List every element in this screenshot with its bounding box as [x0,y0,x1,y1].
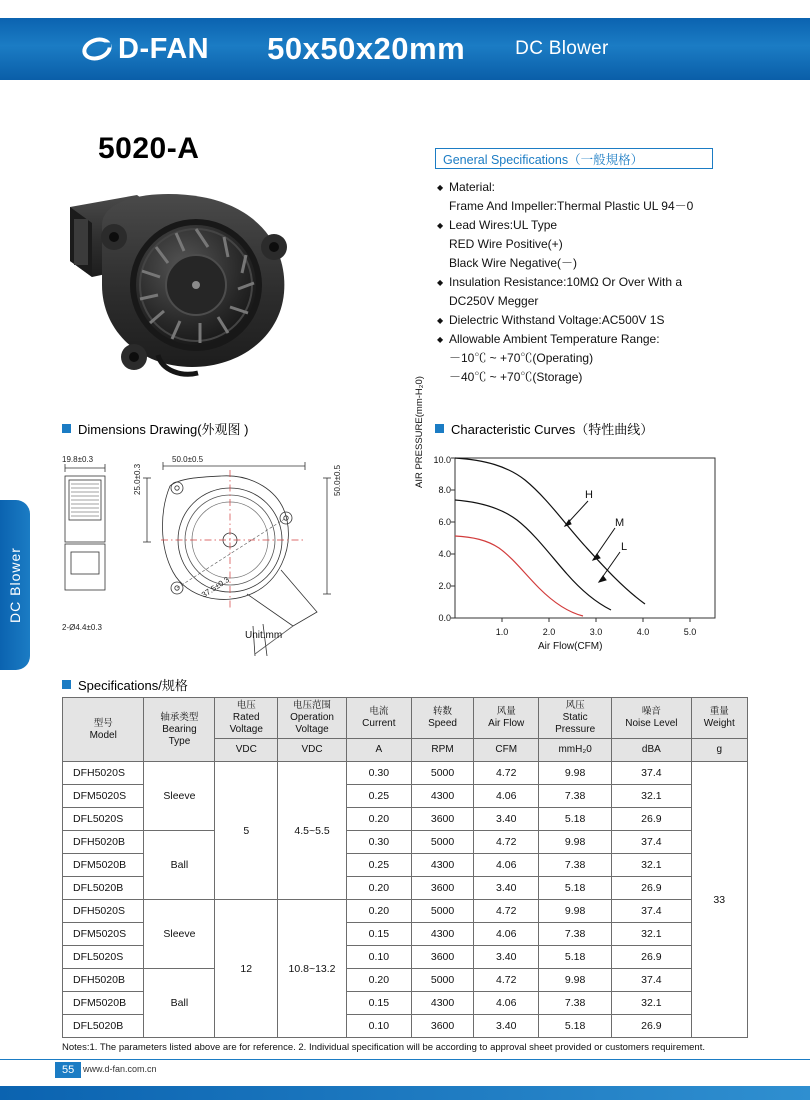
cell-noise: 32.1 [612,992,691,1015]
cell-bearing: Ball [144,969,215,1038]
cell-noise: 32.1 [612,923,691,946]
svg-text:3.0: 3.0 [589,627,603,637]
cell-speed: 4300 [411,923,474,946]
spec-insulation: ◆ Insulation Resistance:10MΩ Or Over With a [437,273,737,292]
cell-bearing: Sleeve [144,900,215,969]
section-heading-specifications [62,675,188,694]
table-header-row [63,698,748,739]
brand-logo [82,33,209,66]
unit-pressure: mmH₂0 [539,739,612,762]
svg-text:2.0: 2.0 [438,581,451,591]
cell-speed: 5000 [411,969,474,992]
section-label-dimensions: Dimensions Drawing(外观图 ) [78,422,249,437]
cell-speed: 3600 [411,946,474,969]
th-noise: 噪音 Noise Level [612,698,691,739]
svg-text:5.0: 5.0 [683,627,697,637]
dim-height-label: 25.0±0.3 [133,463,142,495]
cell-speed: 5000 [411,762,474,785]
product-type: DC Blower [515,38,609,59]
svg-text:2.0: 2.0 [542,627,556,637]
th-static-pressure: 风压 Static Pressure [539,698,612,739]
characteristic-curve-chart [415,448,735,663]
square-bullet-icon [435,424,444,433]
curve-label-m: M [615,517,625,529]
cell-noise: 37.4 [612,969,691,992]
table-row [63,831,748,854]
cell-model: DFL5020S [63,808,144,831]
cell-noise: 32.1 [612,785,691,808]
spec-dielectric: ◆ Dielectric Withstand Voltage:AC500V 1S [437,311,737,330]
product-photo [62,185,322,385]
cell-speed: 5000 [411,900,474,923]
cell-current: 0.20 [346,877,411,900]
cell-model: DFL5020B [63,1015,144,1038]
cell-airflow: 4.06 [474,854,539,877]
cell-airflow: 3.40 [474,946,539,969]
th-weight: 重量 Weight [691,698,747,739]
cell-noise: 26.9 [612,877,691,900]
cell-model: DFM5020S [63,923,144,946]
cell-bearing: Ball [144,831,215,900]
cell-pressure: 7.38 [539,923,612,946]
cell-noise: 37.4 [612,831,691,854]
cell-airflow: 4.06 [474,992,539,1015]
svg-text:4.0: 4.0 [438,549,451,559]
cell-noise: 26.9 [612,946,691,969]
cell-current: 0.25 [346,854,411,877]
dim-width-label: 19.8±0.3 [62,455,94,464]
dimensions-drawing [55,448,395,663]
svg-text:1.0: 1.0 [495,627,509,637]
cell-current: 0.10 [346,1015,411,1038]
spec-temp-storage: －40℃ ~ +70℃(Storage) [449,370,583,384]
page-number: 55 [55,1062,81,1078]
cell-model: DFM5020B [63,992,144,1015]
oval-logo-icon [79,34,114,64]
cell-pressure: 7.38 [539,992,612,1015]
cell-bearing: Sleeve [144,762,215,831]
table-row [63,900,748,923]
cell-airflow: 4.72 [474,831,539,854]
cell-current: 0.30 [346,762,411,785]
square-bullet-icon [62,424,71,433]
th-model: 型号 Model [63,698,144,762]
table-row [63,969,748,992]
svg-text:8.0: 8.0 [438,485,451,495]
spec-temp-operating: －10℃ ~ +70℃(Operating) [449,351,594,365]
unit-operation-voltage: VDC [278,739,347,762]
dim-length-label: 50.0±0.5 [172,455,204,464]
cell-airflow: 3.40 [474,877,539,900]
cell-pressure: 7.38 [539,785,612,808]
section-label-curves: Characteristic Curves（特性曲线） [451,422,654,437]
table-row [63,762,748,785]
spec-temp-range: ◆ Allowable Ambient Temperature Range: [437,330,737,349]
curve-label-l: L [621,541,628,553]
cell-current: 0.30 [346,831,411,854]
cell-pressure: 9.98 [539,900,612,923]
cell-current: 0.20 [346,969,411,992]
cell-model: DFH5020S [63,900,144,923]
dim-hole-label: 2-Ø4.4±0.3 [62,623,102,632]
spec-black-wire: Black Wire Negative(－) [449,256,578,270]
cell-airflow: 4.72 [474,762,539,785]
cell-current: 0.15 [346,923,411,946]
cell-model: DFH5020B [63,831,144,854]
cell-speed: 4300 [411,992,474,1015]
cell-airflow: 3.40 [474,1015,539,1038]
cell-model: DFL5020S [63,946,144,969]
footer-divider [0,1059,810,1060]
page-header [0,18,810,80]
svg-text:0.0: 0.0 [438,613,451,623]
cell-noise: 37.4 [612,900,691,923]
cell-current: 0.15 [346,992,411,1015]
cell-model: DFM5020S [63,785,144,808]
brand-name: D-FAN [118,32,210,65]
cell-rated-voltage: 5 [215,762,278,900]
cell-airflow: 4.06 [474,923,539,946]
cell-weight: 33 [691,762,747,1038]
section-heading-dimensions [62,419,248,438]
unit-weight: g [691,739,747,762]
unit-noise: dBA [612,739,691,762]
specifications-table [62,697,748,1038]
cell-pressure: 5.18 [539,877,612,900]
side-tab-dc-blower [0,500,30,670]
unit-airflow: CFM [474,739,539,762]
spec-megger: DC250V Megger [449,294,539,308]
cell-pressure: 7.38 [539,854,612,877]
cell-rated-voltage: 12 [215,900,278,1038]
th-rated-voltage: 电压 Rated Voltage [215,698,278,739]
cell-noise: 26.9 [612,808,691,831]
dim-unit-label: Unit:mm [245,630,283,641]
svg-text:6.0: 6.0 [438,517,451,527]
th-airflow: 风量 Air Flow [474,698,539,739]
side-tab-label: DC Blower [7,547,23,623]
cell-airflow: 4.06 [474,785,539,808]
cell-model: DFL5020B [63,877,144,900]
cell-operation-voltage: 10.8~13.2 [278,900,347,1038]
chart-y-axis-label: AIR PRESSURE(mm-H₂0) [414,376,425,488]
bottom-bar [0,1086,810,1100]
cell-model: DFM5020B [63,854,144,877]
section-heading-curves [435,419,653,438]
unit-current: A [346,739,411,762]
cell-speed: 4300 [411,854,474,877]
cell-pressure: 9.98 [539,831,612,854]
cell-model: DFH5020B [63,969,144,992]
dim-side-label: 50.0±0.5 [333,464,342,496]
page-title: 5020-A [98,132,200,165]
cell-airflow: 4.72 [474,969,539,992]
cell-operation-voltage: 4.5~5.5 [278,762,347,900]
cell-pressure: 9.98 [539,969,612,992]
cell-airflow: 4.72 [474,900,539,923]
footer-url: www.d-fan.com.cn [83,1064,157,1074]
product-size: 50x50x20mm [267,31,466,66]
notes-text: Notes:1. The parameters listed above are for reference. 2. Individual specification will be according to approval sheet provided or customers requirement. [62,1042,705,1053]
cell-noise: 32.1 [612,854,691,877]
spec-lead-wires: ◆ Lead Wires:UL Type [437,216,737,235]
unit-rated-voltage: VDC [215,739,278,762]
cell-noise: 26.9 [612,1015,691,1038]
cell-pressure: 5.18 [539,1015,612,1038]
general-specs-title: General Specifications（一般規格） [435,148,713,169]
cell-pressure: 5.18 [539,946,612,969]
cell-airflow: 3.40 [474,808,539,831]
cell-speed: 3600 [411,1015,474,1038]
spec-material: ◆ Material: [437,178,737,197]
dim-diagonal-label: 37.5±0.3 [200,575,231,600]
cell-current: 0.20 [346,808,411,831]
general-specs-list [437,178,737,387]
cell-noise: 37.4 [612,762,691,785]
cell-pressure: 5.18 [539,808,612,831]
th-bearing: 轴承类型 Bearing Type [144,698,215,762]
section-label-specifications: Specifications/规格 [78,678,188,693]
th-operation-voltage: 电压范围 Operation Voltage [278,698,347,739]
cell-speed: 3600 [411,877,474,900]
chart-x-axis-label: Air Flow(CFM) [538,641,603,652]
cell-model: DFH5020S [63,762,144,785]
cell-speed: 3600 [411,808,474,831]
cell-current: 0.20 [346,900,411,923]
cell-speed: 5000 [411,831,474,854]
cell-current: 0.25 [346,785,411,808]
square-bullet-icon [62,680,71,689]
cell-pressure: 9.98 [539,762,612,785]
th-speed: 转数 Speed [411,698,474,739]
curve-label-h: H [585,489,593,501]
spec-frame: Frame And Impeller:Thermal Plastic UL 94－0 [449,199,694,213]
unit-speed: RPM [411,739,474,762]
svg-text:10.0: 10.0 [433,455,451,465]
cell-speed: 4300 [411,785,474,808]
svg-text:4.0: 4.0 [636,627,650,637]
spec-red-wire: RED Wire Positive(+) [449,237,563,251]
th-current: 电流 Current [346,698,411,739]
cell-current: 0.10 [346,946,411,969]
